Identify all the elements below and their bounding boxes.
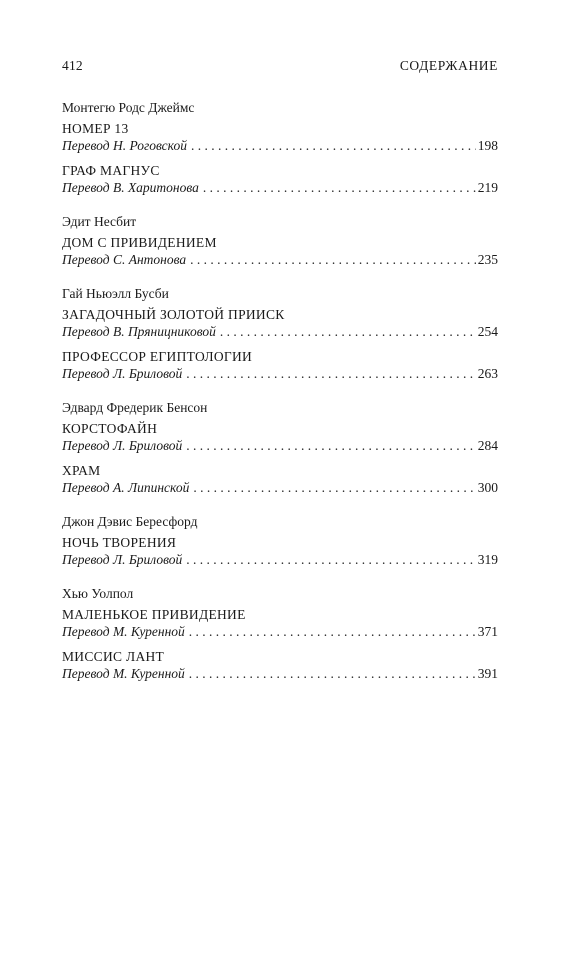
translator-credit: Перевод М. Куренной [62,666,185,681]
translator-credit: Перевод В. Пряницниковой [62,324,216,339]
story-page-number: 263 [477,366,498,381]
translator-credit: Перевод Л. Бриловой [62,552,183,567]
story-title: МИССИС ЛАНТ [62,649,165,664]
translator-line [62,479,498,496]
translator-line [62,623,498,640]
toc-entry[interactable] [62,307,498,340]
story-title: ПРОФЕССОР ЕГИПТОЛОГИИ [62,349,253,364]
dot-leader [186,437,475,454]
dot-leader [191,137,476,154]
toc-entry[interactable] [62,235,498,268]
story-page-number: 284 [477,438,498,453]
story-title: ЗАГАДОЧНЫЙ ЗОЛОТОЙ ПРИИСК [62,307,285,322]
translator-line [62,551,498,568]
author-name: Джон Дэвис Бересфорд [62,514,198,529]
toc-entry[interactable] [62,607,498,640]
story-page-number: 198 [477,138,498,153]
page-number: 412 [62,58,83,73]
translator-line [62,251,498,268]
author-section [62,99,498,196]
dot-leader [186,365,475,382]
translator-credit: Перевод Л. Бриловой [62,438,183,453]
story-title: ХРАМ [62,463,101,478]
story-page-number: 219 [477,180,498,195]
page-header [62,58,498,78]
author-section [62,213,498,268]
toc-entry[interactable] [62,463,498,496]
story-page-number: 371 [477,624,498,639]
toc-page [62,58,498,699]
author-section [62,285,498,382]
author-section [62,399,498,496]
dot-leader [203,179,476,196]
dot-leader [190,251,476,268]
author-name: Эдвард Фредерик Бенсон [62,400,208,415]
story-title: МАЛЕНЬКОЕ ПРИВИДЕНИЕ [62,607,246,622]
toc-entry[interactable] [62,349,498,382]
story-page-number: 391 [477,666,498,681]
story-title: НОЧЬ ТВОРЕНИЯ [62,535,177,550]
table-of-contents [62,99,498,682]
author-name: Монтегю Родс Джеймс [62,100,195,115]
author-name: Хью Уолпол [62,586,134,601]
toc-entry[interactable] [62,121,498,154]
translator-credit: Перевод А. Липинской [62,480,190,495]
author-name: Гай Ньюэлл Бусби [62,286,169,301]
story-page-number: 235 [477,252,498,267]
translator-credit: Перевод Н. Роговской [62,138,187,153]
translator-line [62,665,498,682]
translator-credit: Перевод Л. Бриловой [62,366,183,381]
translator-line [62,179,498,196]
toc-entry[interactable] [62,163,498,196]
translator-credit: Перевод С. Антонова [62,252,187,267]
toc-entry[interactable] [62,535,498,568]
running-title: СОДЕРЖАНИЕ [399,58,498,73]
toc-entry[interactable] [62,649,498,682]
dot-leader [189,665,476,682]
translator-line [62,323,498,340]
author-section [62,513,498,568]
translator-line [62,437,498,454]
author-name: Эдит Несбит [62,214,137,229]
author-section [62,585,498,682]
story-title: ДОМ С ПРИВИДЕНИЕМ [62,235,217,250]
translator-line [62,365,498,382]
story-title: НОМЕР 13 [62,121,129,136]
story-page-number: 300 [477,480,498,495]
story-page-number: 254 [477,324,498,339]
story-title: ГРАФ МАГНУС [62,163,160,178]
translator-credit: Перевод М. Куренной [62,624,185,639]
dot-leader [220,323,476,340]
dot-leader [189,623,476,640]
toc-entry[interactable] [62,421,498,454]
dot-leader [186,551,475,568]
translator-line [62,137,498,154]
translator-credit: Перевод В. Харитонова [62,180,199,195]
story-page-number: 319 [477,552,498,567]
story-title: КОРСТОФАЙН [62,421,158,436]
dot-leader [193,479,475,496]
